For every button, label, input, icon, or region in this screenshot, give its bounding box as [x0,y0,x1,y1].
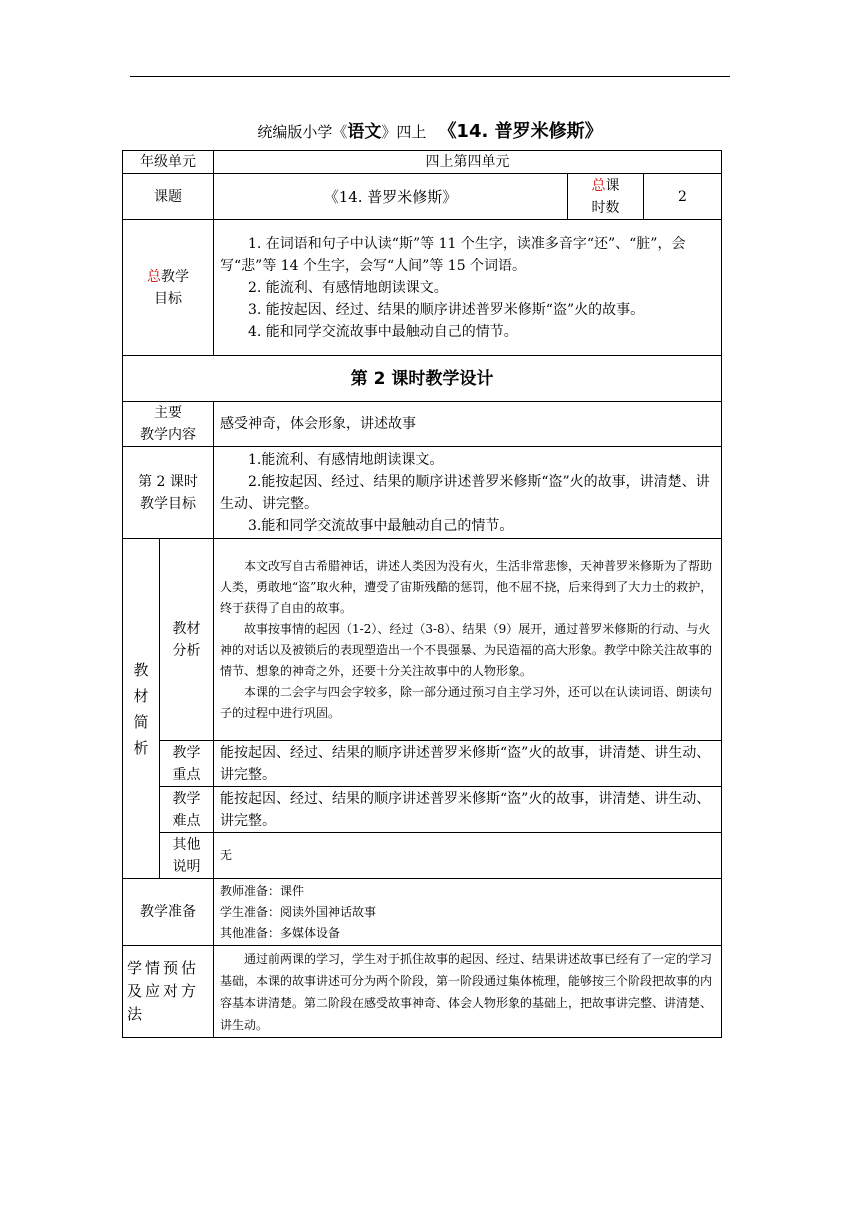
row-topic [123,174,722,220]
overall-goals-label [123,220,214,356]
goal-item: 2. 能流利、有感情地朗读课文。 [248,279,448,296]
row-main-content [123,402,722,447]
row-difficulty [123,787,722,833]
key-point-label-2: 重点 [172,766,201,783]
prep-item: 教师准备：课件 [220,883,305,898]
preparation-label: 教学准备 [123,879,214,946]
material-analysis-paragraph: 故事按事情的起因（1-2）、经过（3-8）、结果（9）展开，通过普罗米修斯的行动、与火神的对话以及被锁后的表现塑造出一个不畏强暴、为民造福的高大形象。教学中除关注故事的情节、想象的神奇之外，还要十分关注故事中的人物形象。 [220,621,713,678]
analysis-group-char: 析 [133,738,149,757]
document-title [0,117,860,143]
other-value: 无 [214,833,722,879]
hours-label [568,174,644,220]
difficulty-label-2: 难点 [172,812,201,829]
other-label-1: 其他 [172,836,201,853]
key-point-label [160,741,214,787]
row-lesson2-goals [123,447,722,539]
learning-label: 学情预估及应对方法 [123,946,214,1038]
analysis-group-char: 简 [133,712,149,731]
analysis-group-char: 教 [133,660,149,679]
material-analysis-label-2: 分析 [172,642,201,659]
difficulty-value: 能按起因、经过、结果的顺序讲述普罗米修斯“盗”火的故事，讲清楚、讲生动、讲完整。 [214,787,722,833]
main-content-label-1: 主要 [154,405,182,421]
row-overall-goals [123,220,722,356]
row-grade-unit [123,151,722,174]
top-rule [130,76,730,77]
lesson2-goals-label-1: 第 2 课时 [138,473,198,490]
key-point-value: 能按起因、经过、结果的顺序讲述普罗米修斯“盗”火的故事，讲清楚、讲生动、讲完整。 [214,741,722,787]
row-key-point [123,741,722,787]
main-content-value: 感受神奇，体会形象，讲述故事 [214,402,722,447]
goal-item: 3. 能按起因、经过、结果的顺序讲述普罗米修斯“盗”火的故事。 [248,301,645,318]
row-other-notes [123,833,722,879]
analysis-group-char: 材 [133,686,149,705]
grade-unit-value: 四上第四单元 [214,151,722,174]
title-prefix: 统编版小学《 [257,123,348,141]
other-label-2: 说明 [172,858,201,875]
main-content-label-2: 教学内容 [140,427,196,443]
learning-value: 通过前两课的学习，学生对于抓住故事的起因、经过、结果讲述故事已经有了一定的学习基础，本课的故事讲述可分为两个阶段，第一阶段通过集体梳理，能够按三个阶段把故事的内容基本讲清楚。第二阶段在感受故事神奇、体会人物形象的基础上，把故事讲完整、讲清楚、讲生动。 [214,946,722,1038]
row-material-analysis [123,539,722,741]
prep-item: 学生准备：阅读外国神话故事 [220,904,377,919]
preparation-content [214,879,722,946]
goal-item: 4. 能和同学交流故事中最触动自己的情节。 [248,323,518,340]
grade-unit-label: 年级单元 [123,151,214,174]
hours-value: 2 [644,174,722,220]
row-learning-estimate [123,946,722,1038]
material-analysis-label [160,539,214,741]
title-suffix: 》四上 [381,123,427,141]
goal-item: 1. 在词语和句子中认读“斯”等 11 个生字，读准多音字“还”、“脏”，会写“悲”等 14 个生字，会写“人间”等 15 个词语。 [220,235,686,274]
analysis-group-label [123,539,160,879]
title-subject: 语文 [347,122,382,142]
goal-label-line2: 目标 [154,290,182,307]
topic-value: 《14. 普罗米修斯》 [214,174,568,220]
section-title: 第 2 课时教学设计 [123,356,722,402]
lesson2-goals-label [123,447,214,539]
lesson2-goals-content [214,447,722,539]
material-analysis-paragraph: 本课的二会字与四会字较多，除一部分通过预习自主学习外，还可以在认读词语、朗读句子的过程中进行巩固。 [220,684,713,720]
difficulty-label-1: 教学 [172,790,201,807]
key-point-label-1: 教学 [172,744,201,761]
row-preparation [123,879,722,946]
material-analysis-label-1: 教材 [172,620,201,637]
hours-label-line2: 时数 [591,199,620,216]
main-content-label [123,402,214,447]
lesson-plan-table [122,150,722,1038]
lesson2-goal-item: 3.能和同学交流故事中最触动自己的情节。 [248,517,514,534]
material-analysis-paragraph: 本文改写自古希腊神话，讲述人类因为没有火，生活非常悲惨，天神普罗米修斯为了帮助人类，勇敢地“盗”取火种，遭受了宙斯残酷的惩罚，他不屈不挠，后来得到了大力士的救护，终于获得了自由的故事。 [220,558,713,615]
topic-label: 课题 [123,174,214,220]
row-section-title [123,356,722,402]
material-analysis-content [214,539,722,741]
goal-label-rest: 教学 [161,268,189,285]
overall-goals-content [214,220,722,356]
hours-label-red: 总 [591,177,606,194]
title-lesson: 《14. 普罗米修斯》 [438,121,603,142]
difficulty-label [160,787,214,833]
hours-label-rest: 课 [605,177,620,194]
prep-item: 其他准备：多媒体设备 [220,925,341,940]
lesson2-goal-item: 2.能按起因、经过、结果的顺序讲述普罗米修斯“盗”火的故事，讲清楚、讲生动、讲完整。 [220,473,710,512]
other-label [160,833,214,879]
goal-label-red: 总 [147,268,161,285]
lesson2-goal-item: 1.能流利、有感情地朗读课文。 [248,451,444,468]
lesson2-goals-label-2: 教学目标 [140,495,196,512]
